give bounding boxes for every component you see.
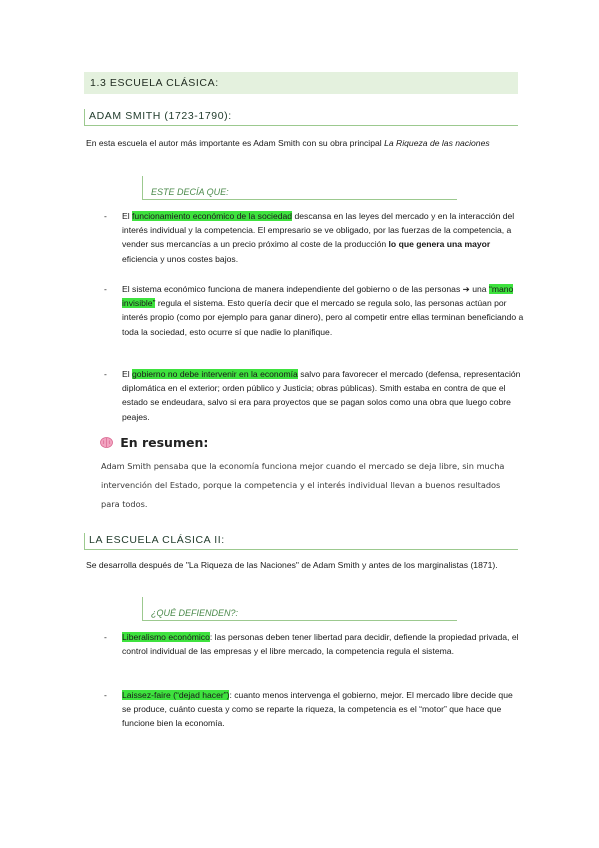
list-item-text: El gobierno no debe intervenir en la economía salvo para favorecer el mercado (defensa, representación diplomática en el exterior; orden público y Justicia; obras públicas). Smith estaba en contra de que el estado se endeudara, salvo si era para proyectos que se pagan solos como una obra que luego cobre peajes. <box>122 369 521 422</box>
bullet-dash: - <box>104 369 107 379</box>
list-item <box>104 630 524 658</box>
summary-text: Adam Smith pensaba que la economía funciona mejor cuando el mercado se deja libre, sin mucha intervención del Estado, porque la competencia y el interés individual llevan a buenos resultados para todos. <box>101 461 505 509</box>
bullet-dash: - <box>104 690 107 700</box>
intro-text: En esta escuela el autor más importante es Adam Smith con su obra principal <box>86 138 385 148</box>
smith-heading <box>84 109 518 126</box>
summary-title-text: En resumen: <box>120 435 209 450</box>
subheading-este-decia <box>142 176 457 200</box>
bullet-dash: - <box>104 284 107 294</box>
intro-paragraph <box>86 137 516 151</box>
list-item-text: El funcionamiento económico de la sociedad descansa en las leyes del mercado y en la interacción del interés individual y la competencia. El empresario se ve obligado, por las fuerzas de la competencia, a vender sus mercancías a un precio próximo al coste de la producción lo que genera una mayor eficiencia y unos costes bajos. <box>122 211 515 264</box>
list-item <box>104 367 524 424</box>
highlighted-text: Liberalismo económico <box>122 632 210 642</box>
highlighted-text: gobierno no debe intervenir en la economía <box>132 369 298 379</box>
subheading-text: ESTE DECÍA QUE: <box>151 187 229 197</box>
list-item <box>104 282 524 339</box>
bullet-dash: - <box>104 211 107 221</box>
highlighted-text: “mano invisible” <box>122 284 514 309</box>
highlighted-text: Laissez-faire (“dejad hacer”) <box>122 690 230 700</box>
section-title: 1.3 ESCUELA CLÁSICA: <box>90 77 219 89</box>
subheading-text: ¿QUÉ DEFIENDEN?: <box>151 608 239 618</box>
clasica2-intro: Se desarrolla después de "La Riqueza de las Naciones" de Adam Smith y antes de los marginalistas (1871). <box>86 560 498 570</box>
smith-heading-text: ADAM SMITH (1723-1790): <box>89 110 232 122</box>
subheading-que-defienden <box>142 597 457 621</box>
clasica2-heading <box>84 533 518 550</box>
list-item-text: Laissez-faire (“dejad hacer”): cuanto menos intervenga el gobierno, mejor. El mercado libre decide que se produce, cuánto cuesta y como se reparte la riqueza, la competencia es el “motor” que hace que funcione bien la economía. <box>122 690 513 729</box>
list-item-text: El sistema económico funciona de manera independiente del gobierno o de las personas ➔ una “mano invisible” regula el sistema. Esto quería decir que el mercado se regula solo, las personas actúan por interés propio (como por ejemplo para ganar dinero), pero al competir entre ellas terminan beneficiando a toda la sociedad, esto ocurre sí que nadie lo planifique. <box>122 284 524 337</box>
list-item <box>104 688 524 731</box>
brain-icon <box>100 436 117 450</box>
list-item-text: Liberalismo económico: las personas deben tener libertad para decidir, defiende la propiedad privada, el control individual de las empresas y el libre mercado, la competencia regula el sistema. <box>122 632 519 657</box>
section-title-band <box>84 72 518 94</box>
clasica2-heading-text: LA ESCUELA CLÁSICA II: <box>89 534 225 546</box>
summary-title <box>100 435 208 450</box>
bullet-dash: - <box>104 632 107 642</box>
highlighted-text: funcionamiento económico de la sociedad <box>132 211 293 221</box>
intro-work-title: La Riqueza de las naciones <box>384 138 490 148</box>
bold-text: lo que genera una mayor <box>388 239 491 250</box>
list-item <box>104 209 524 266</box>
